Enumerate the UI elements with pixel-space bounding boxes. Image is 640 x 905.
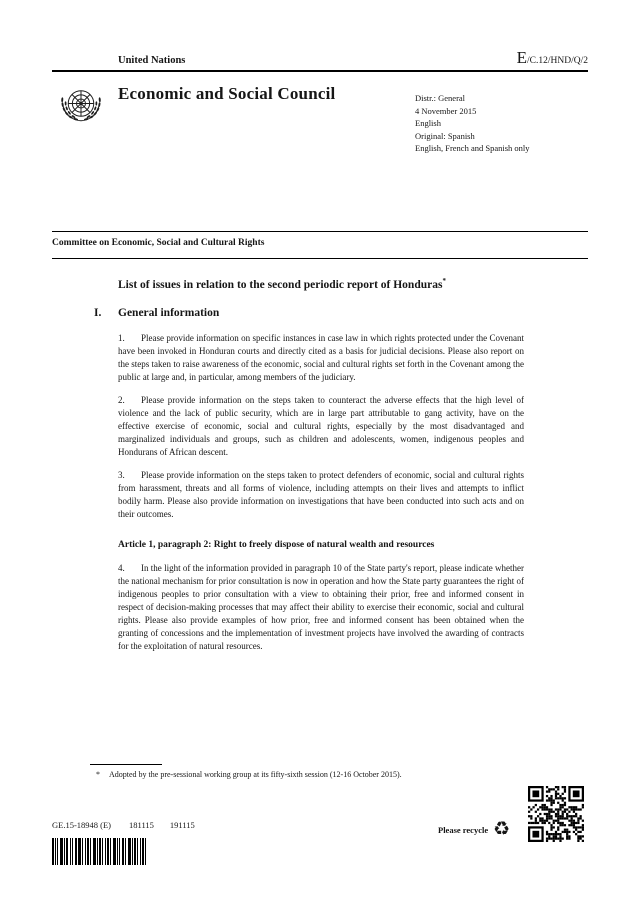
document-title <box>118 274 463 293</box>
qr-code <box>528 786 584 842</box>
ge-number: GE.15-18948 (E) <box>52 820 112 830</box>
paragraph <box>118 469 524 521</box>
section-numeral: I. <box>94 306 102 319</box>
section-title: General information <box>118 306 220 319</box>
barcode <box>52 838 147 870</box>
document-title-text: List of issues in relation to the second periodic report of Honduras <box>118 278 443 291</box>
recycle-icon: ♻ <box>493 818 511 840</box>
footer-reference-line <box>52 820 195 830</box>
paragraph-number: 4. <box>118 562 125 573</box>
paragraph-text: In the light of the information provided in paragraph 10 of the State party's report, please indicate whether the national mechanism for prior consultation is now in operation and how the State party guarantees the right of indigenous peoples to prior consultation with a view to obtaining their prior, free and informed consent in respect of decision-making processes that may affect their ability to exercise their economic, social and cultural rights. Please also provide examples of how prior, free and informed consent has been obtained when the granting of concessions and the implementation of investment projects have involved the awarding of contracts for the exploitation of natural resources. <box>118 562 524 651</box>
header-rule <box>52 70 588 72</box>
un-emblem-icon <box>54 79 108 137</box>
paragraph-text: Please provide information on specific instances in case law in which rights protected under the Covenant have been invoked in Honduran courts and directly cited as a basis for judicial decisions. Please also report on the steps taken to raise awareness of the economic, social and cultural rights set forth in the Covenant among the public at large and, in particular, among members of the judiciary. <box>118 332 524 382</box>
recycle-label: Please recycle <box>438 824 489 835</box>
divider <box>52 258 588 259</box>
divider <box>52 231 588 232</box>
distr-line: Distr.: General <box>415 93 466 103</box>
document-symbol <box>517 48 588 68</box>
footnote-marker: * <box>96 770 100 779</box>
original-language-line: Original: Spanish <box>415 130 475 141</box>
committee-name: Committee on Economic, Social and Cultural Rights <box>52 238 265 248</box>
section-heading <box>94 306 524 320</box>
document-symbol-rest: /C.12/HND/Q/2 <box>527 56 588 66</box>
language-line: English <box>415 118 441 128</box>
paragraph <box>118 562 524 653</box>
paragraph-number: 1. <box>118 332 125 343</box>
availability-line: English, French and Spanish only <box>415 143 530 153</box>
document-body <box>94 274 524 663</box>
footnote-separator <box>90 764 162 765</box>
date-line: 4 November 2015 <box>415 105 477 116</box>
footer-code-2: 191115 <box>169 820 195 830</box>
masthead-meta <box>415 92 530 155</box>
recycle-notice <box>438 820 510 839</box>
footnote <box>96 769 544 780</box>
paragraph <box>118 394 524 459</box>
paragraph <box>118 332 524 384</box>
title-footnote-marker: * <box>442 277 446 285</box>
paragraph-text: Please provide information on the steps taken to counteract the adverse effects that the high level of violence and the lack of public security, which are in large part attributable to gang activity, have on the effective exercise of economic, social and cultural rights, especially by the most disadvantaged and marginalized individuals and groups, such as children and adolescents, women, indigenous peoples and Hondurans of African descent. <box>118 394 524 457</box>
council-title: Economic and Social Council <box>118 84 336 103</box>
paragraph-text: Please provide information on the steps taken to protect defenders of economic, social and cultural rights from harassment, threats and all forms of violence, including attempts on their lives and attempts to inflict bodily harm. Please also provide information on investigations that have been conducted into such acts and on their outcomes. <box>118 469 524 519</box>
article-subheading: Article 1, paragraph 2: Right to freely dispose of natural wealth and resources <box>118 539 435 550</box>
paragraph-number: 3. <box>118 469 125 480</box>
footer-code-1: 181115 <box>129 820 154 830</box>
org-name: United Nations <box>118 55 186 66</box>
footnote-text: Adopted by the pre-sessional working group at its fifty-sixth session (12-16 October 2015). <box>109 770 402 779</box>
document-symbol-letter: E <box>516 48 528 67</box>
paragraph-number: 2. <box>118 394 125 405</box>
